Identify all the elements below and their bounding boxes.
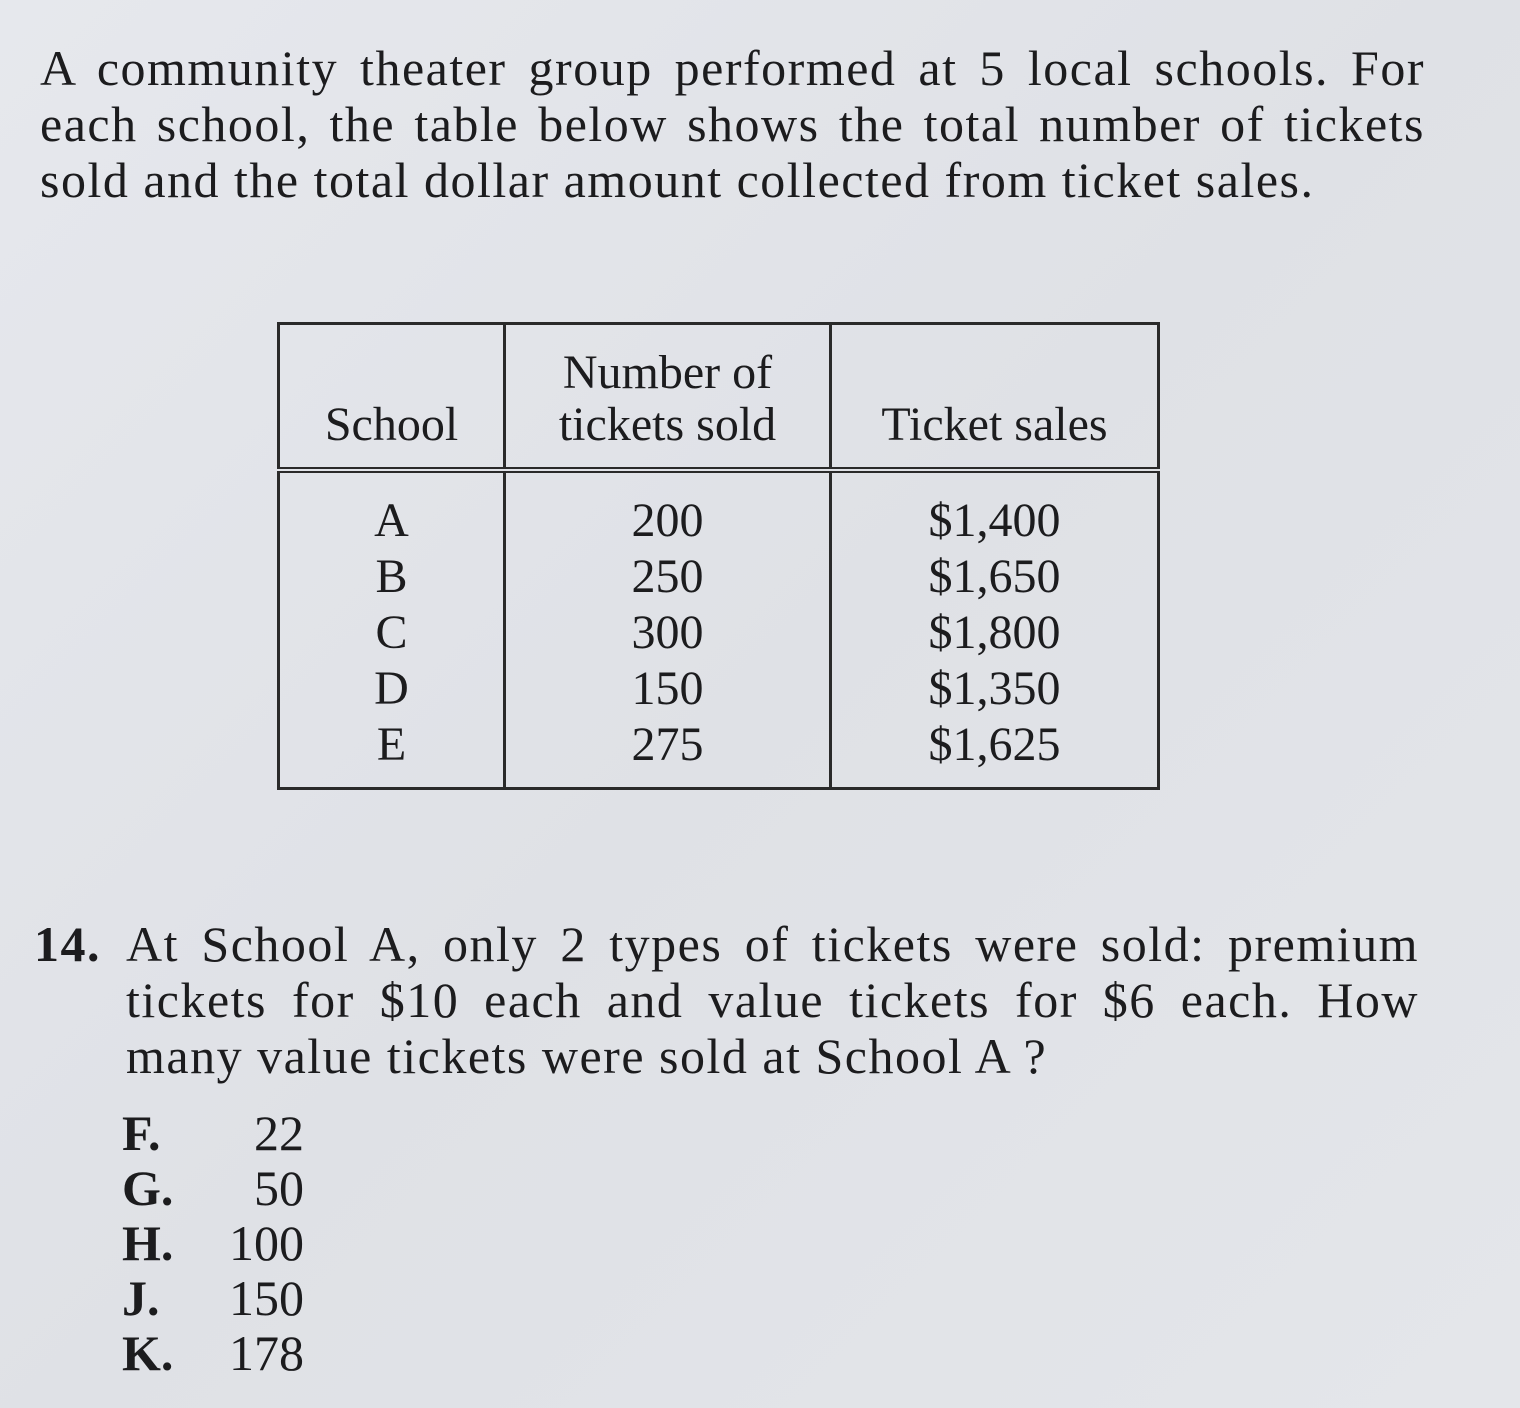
sales-cell: $1,350 — [928, 661, 1061, 715]
school-column — [279, 470, 505, 789]
school-cell: D — [374, 661, 409, 715]
option-value: 50 — [254, 1160, 304, 1216]
answer-option-j[interactable] — [122, 1271, 304, 1326]
header-school: School — [279, 324, 505, 470]
option-letter: G. — [122, 1160, 174, 1216]
question-text: At School A, only 2 types of tickets were sold: premium tickets for $10 each and value tickets for $6 each. How many value tickets were sold at School A ? — [126, 916, 1419, 1084]
school-cell: C — [375, 605, 408, 659]
option-value: 150 — [229, 1270, 304, 1326]
table-body-row — [279, 470, 1159, 789]
tickets-cell: 275 — [631, 717, 704, 771]
answer-option-h[interactable] — [122, 1216, 304, 1271]
sales-cell: $1,800 — [928, 605, 1061, 659]
sales-cell: $1,625 — [928, 717, 1061, 771]
data-table — [277, 322, 1160, 790]
header-tickets-line-2: tickets sold — [558, 397, 777, 451]
answer-options — [122, 1106, 304, 1381]
header-ticket-sales: Ticket sales — [831, 324, 1159, 470]
option-letter: H. — [122, 1215, 174, 1271]
answer-option-g[interactable] — [122, 1161, 304, 1216]
sales-cell: $1,400 — [928, 493, 1061, 547]
passage-text: A community theater group performed at 5 local schools. For each school, the table below shows the total number of tickets sold and the total dollar amount collected from ticket sales. — [40, 40, 1425, 208]
school-cell: B — [375, 549, 408, 603]
tickets-column — [505, 470, 831, 789]
header-tickets-line-1: Number of — [562, 345, 773, 399]
answer-option-k[interactable] — [122, 1326, 304, 1381]
table-header-row — [279, 324, 1159, 470]
tickets-cell: 200 — [631, 493, 704, 547]
option-value: 22 — [254, 1105, 304, 1161]
option-letter: J. — [122, 1270, 160, 1326]
question-number: 14. — [34, 916, 101, 972]
answer-option-f[interactable] — [122, 1106, 304, 1161]
sales-column — [831, 470, 1159, 789]
option-value: 100 — [229, 1215, 304, 1271]
question-block — [34, 916, 1419, 1084]
sales-cell: $1,650 — [928, 549, 1061, 603]
ticket-sales-table — [277, 322, 1160, 790]
tickets-cell: 250 — [631, 549, 704, 603]
option-letter: K. — [122, 1325, 174, 1381]
option-value: 178 — [229, 1325, 304, 1381]
tickets-cell: 150 — [631, 661, 704, 715]
school-cell: A — [374, 493, 409, 547]
tickets-cell: 300 — [631, 605, 704, 659]
header-tickets-sold — [505, 324, 831, 470]
school-cell: E — [376, 717, 407, 771]
option-letter: F. — [122, 1105, 161, 1161]
